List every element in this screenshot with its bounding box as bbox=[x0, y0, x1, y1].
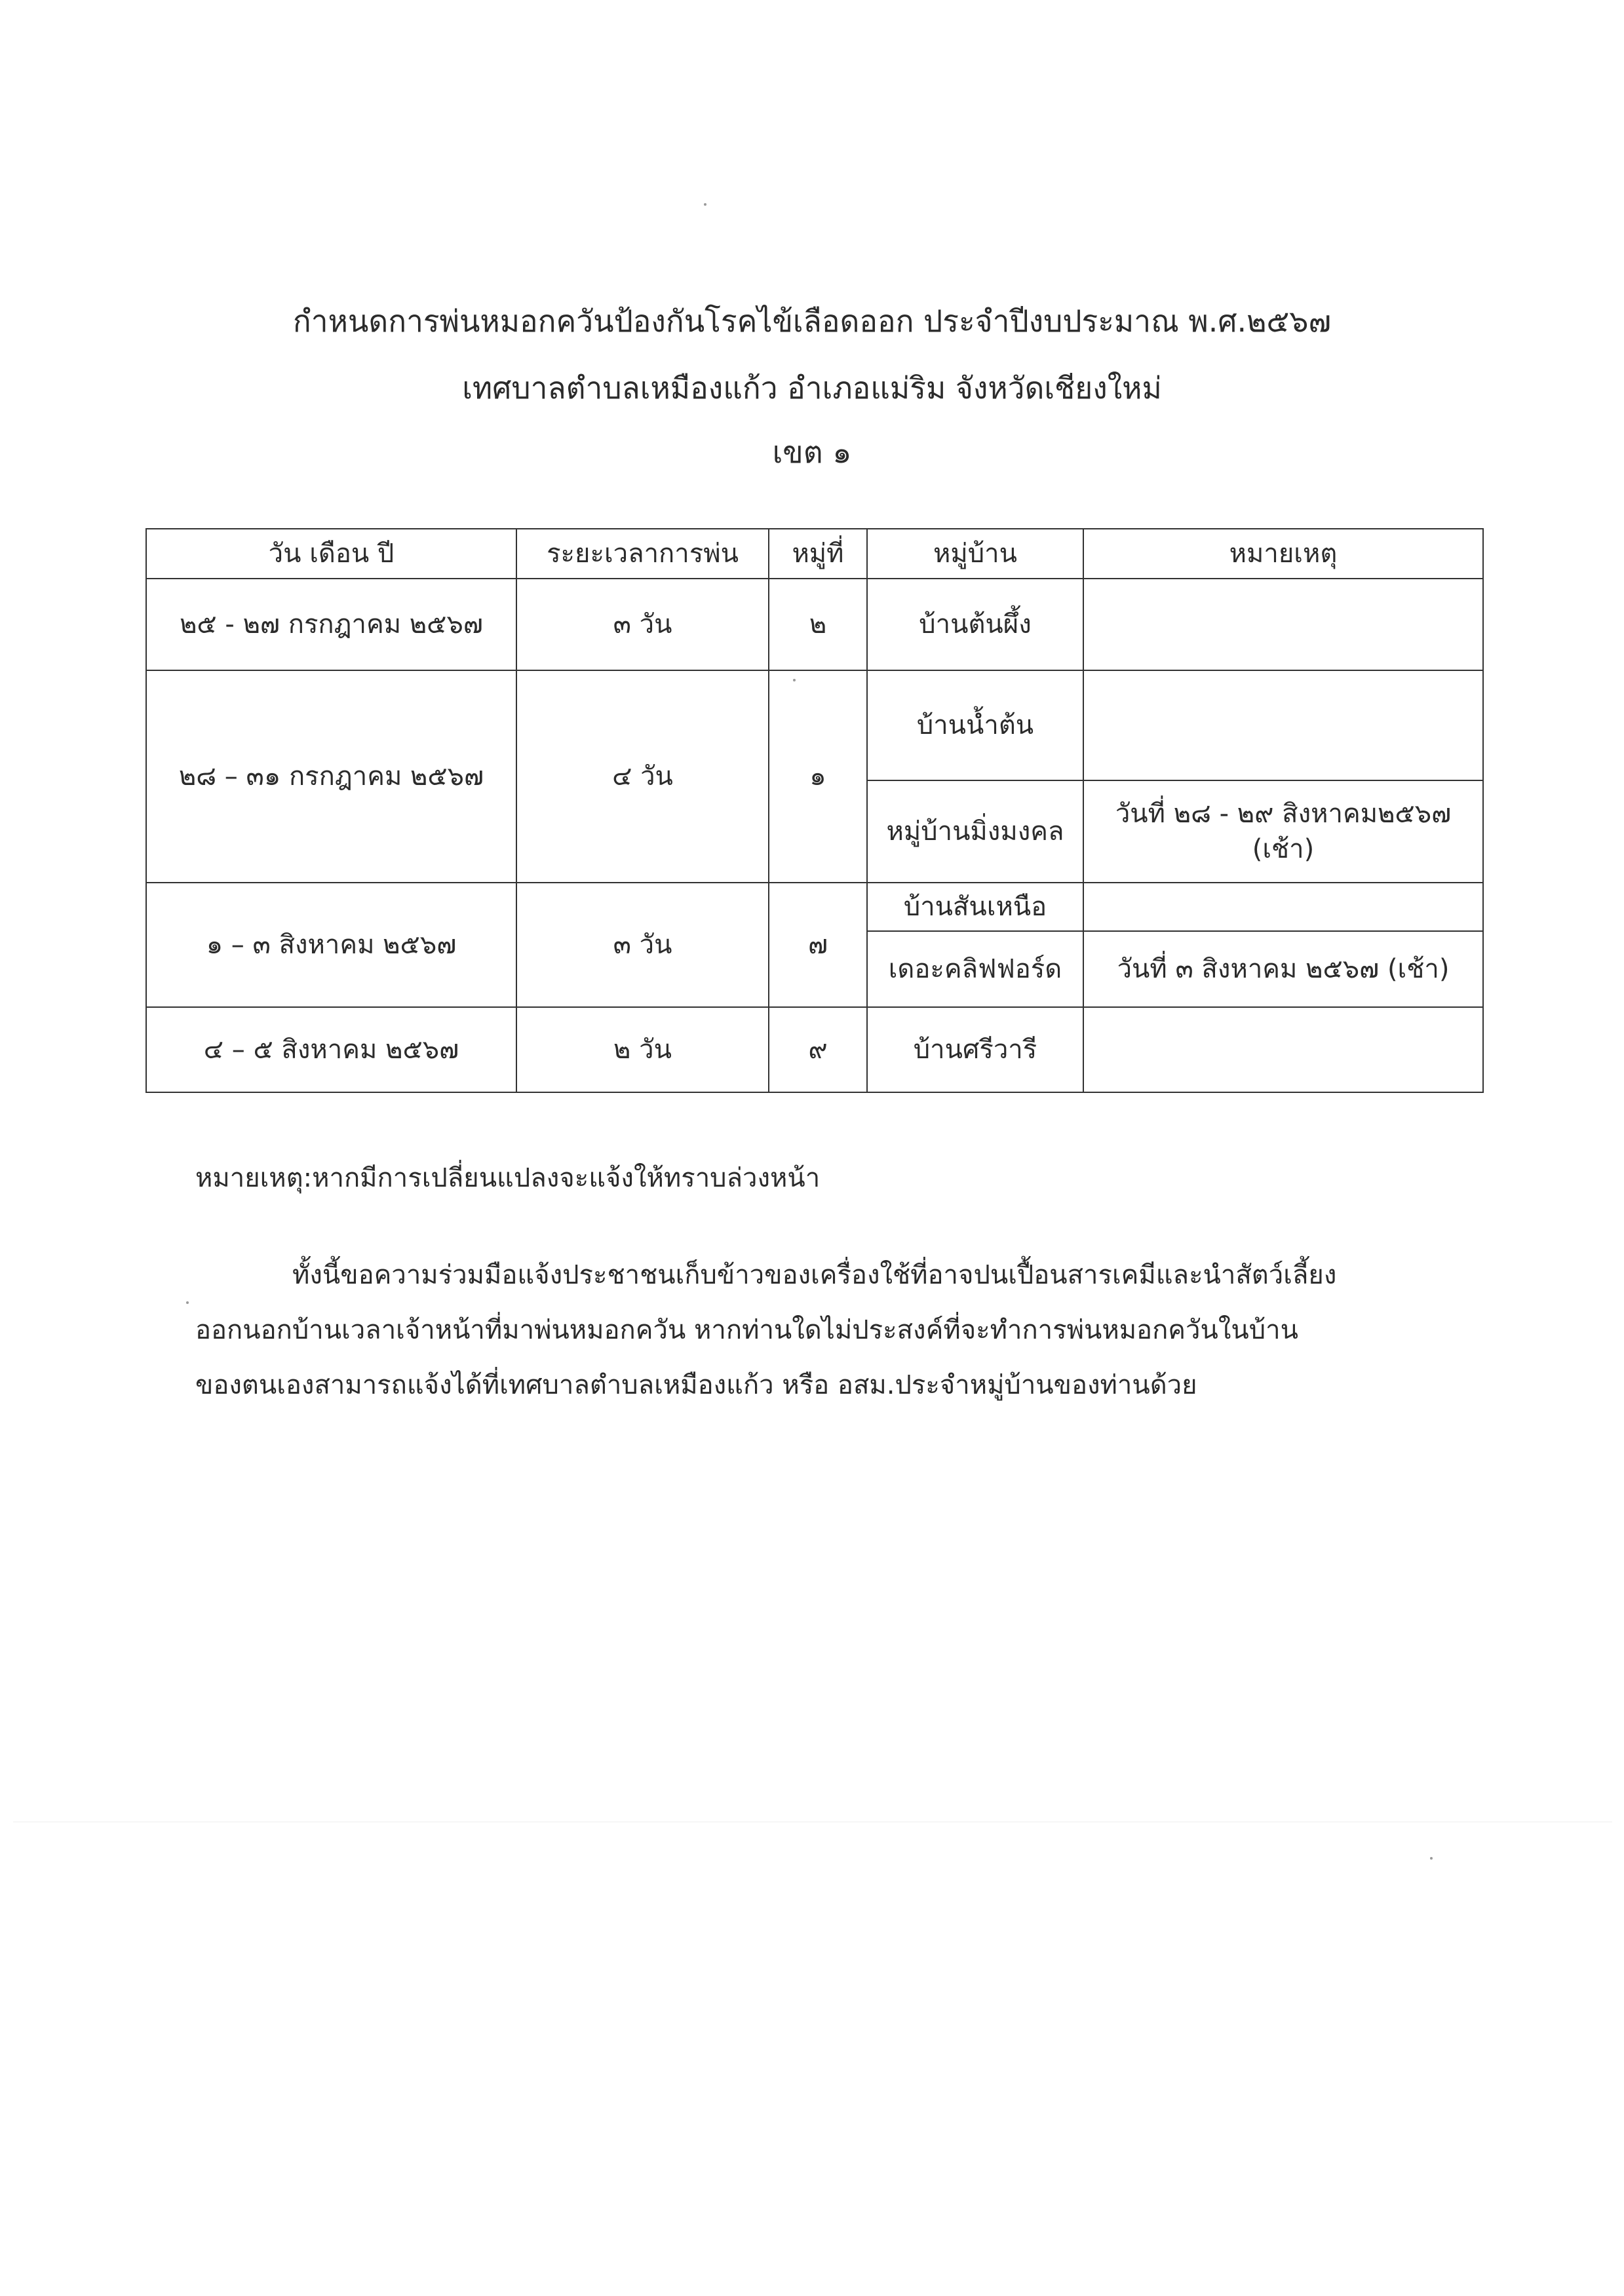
remark-cell bbox=[1083, 1007, 1483, 1092]
instruction-paragraph-line: ออกนอกบ้านเวลาเจ้าหน้าที่มาพ่นหมอกควัน หากท่านใดไม่ประสงค์ที่จะทำการพ่นหมอกควันในบ้าน bbox=[195, 1315, 1298, 1345]
spray-schedule-table bbox=[145, 528, 1484, 1093]
document-subtitle: เทศบาลตำบลเหมืองแก้ว อำเภอแม่ริม จังหวัดเชียงใหม่ bbox=[462, 370, 1162, 406]
date-cell: ๑ – ๓ สิงหาคม ๒๕๖๗ bbox=[146, 883, 516, 1007]
table-row bbox=[146, 579, 1483, 670]
village-cell: หมู่บ้านมิ่งมงคล bbox=[867, 780, 1083, 883]
village-cell: เดอะคลิฟฟอร์ด bbox=[867, 931, 1083, 1007]
table-row bbox=[146, 883, 1483, 931]
table-row bbox=[146, 670, 1483, 780]
table-row bbox=[146, 1007, 1483, 1092]
duration-cell: ๓ วัน bbox=[516, 579, 769, 670]
village-cell: บ้านศรีวารี bbox=[867, 1007, 1083, 1092]
column-header-date: วัน เดือน ปี bbox=[146, 529, 516, 579]
remark-cell: วันที่ ๒๘ - ๒๙ สิงหาคม๒๕๖๗ (เช้า) bbox=[1083, 780, 1483, 883]
column-header-village: หมู่บ้าน bbox=[867, 529, 1083, 579]
document-title: กำหนดการพ่นหมอกควันป้องกันโรคไข้เลือดออก ประจำปีงบประมาณ พ.ศ.๒๕๖๗ bbox=[292, 303, 1332, 339]
moo-cell: ๑ bbox=[769, 670, 867, 883]
column-header-remark: หมายเหตุ bbox=[1083, 529, 1483, 579]
column-header-duration: ระยะเวลาการพ่น bbox=[516, 529, 769, 579]
duration-cell: ๒ วัน bbox=[516, 1007, 769, 1092]
change-notice: หมายเหตุ:หากมีการเปลี่ยนแปลงจะแจ้งให้ทราบล่วงหน้า bbox=[195, 1163, 821, 1193]
column-header-moo: หมู่ที่ bbox=[769, 529, 867, 579]
remark-cell: วันที่ ๓ สิงหาคม ๒๕๖๗ (เช้า) bbox=[1083, 931, 1483, 1007]
moo-cell: ๒ bbox=[769, 579, 867, 670]
scan-speck bbox=[186, 1301, 189, 1304]
scan-speck bbox=[1430, 1857, 1433, 1860]
date-cell: ๒๕ - ๒๗ กรกฎาคม ๒๕๖๗ bbox=[146, 579, 516, 670]
instruction-paragraph-line: ของตนเองสามารถแจ้งได้ที่เทศบาลตำบลเหมืองแก้ว หรือ อสม.ประจำหมู่บ้านของท่านด้วย bbox=[195, 1370, 1197, 1400]
scan-speck bbox=[704, 203, 706, 206]
remark-cell bbox=[1083, 579, 1483, 670]
village-cell: บ้านต้นผึ้ง bbox=[867, 579, 1083, 670]
moo-cell: ๗ bbox=[769, 883, 867, 1007]
moo-cell: ๙ bbox=[769, 1007, 867, 1092]
date-cell: ๒๘ – ๓๑ กรกฎาคม ๒๕๖๗ bbox=[146, 670, 516, 883]
instruction-paragraph-line: ทั้งนี้ขอความร่วมมือแจ้งประชาชนเก็บข้าวของเครื่องใช้ที่อาจปนเปื้อนสารเคมีและนำสัตว์เลี้ยง bbox=[292, 1260, 1337, 1290]
duration-cell: ๓ วัน bbox=[516, 883, 769, 1007]
remark-cell bbox=[1083, 883, 1483, 931]
date-cell: ๔ – ๕ สิงหาคม ๒๕๖๗ bbox=[146, 1007, 516, 1092]
remark-cell bbox=[1083, 670, 1483, 780]
village-cell: บ้านสันเหนือ bbox=[867, 883, 1083, 931]
table-header-row bbox=[146, 529, 1483, 579]
village-cell: บ้านน้ำต้น bbox=[867, 670, 1083, 780]
duration-cell: ๔ วัน bbox=[516, 670, 769, 883]
zone-label: เขต ๑ bbox=[772, 434, 852, 470]
